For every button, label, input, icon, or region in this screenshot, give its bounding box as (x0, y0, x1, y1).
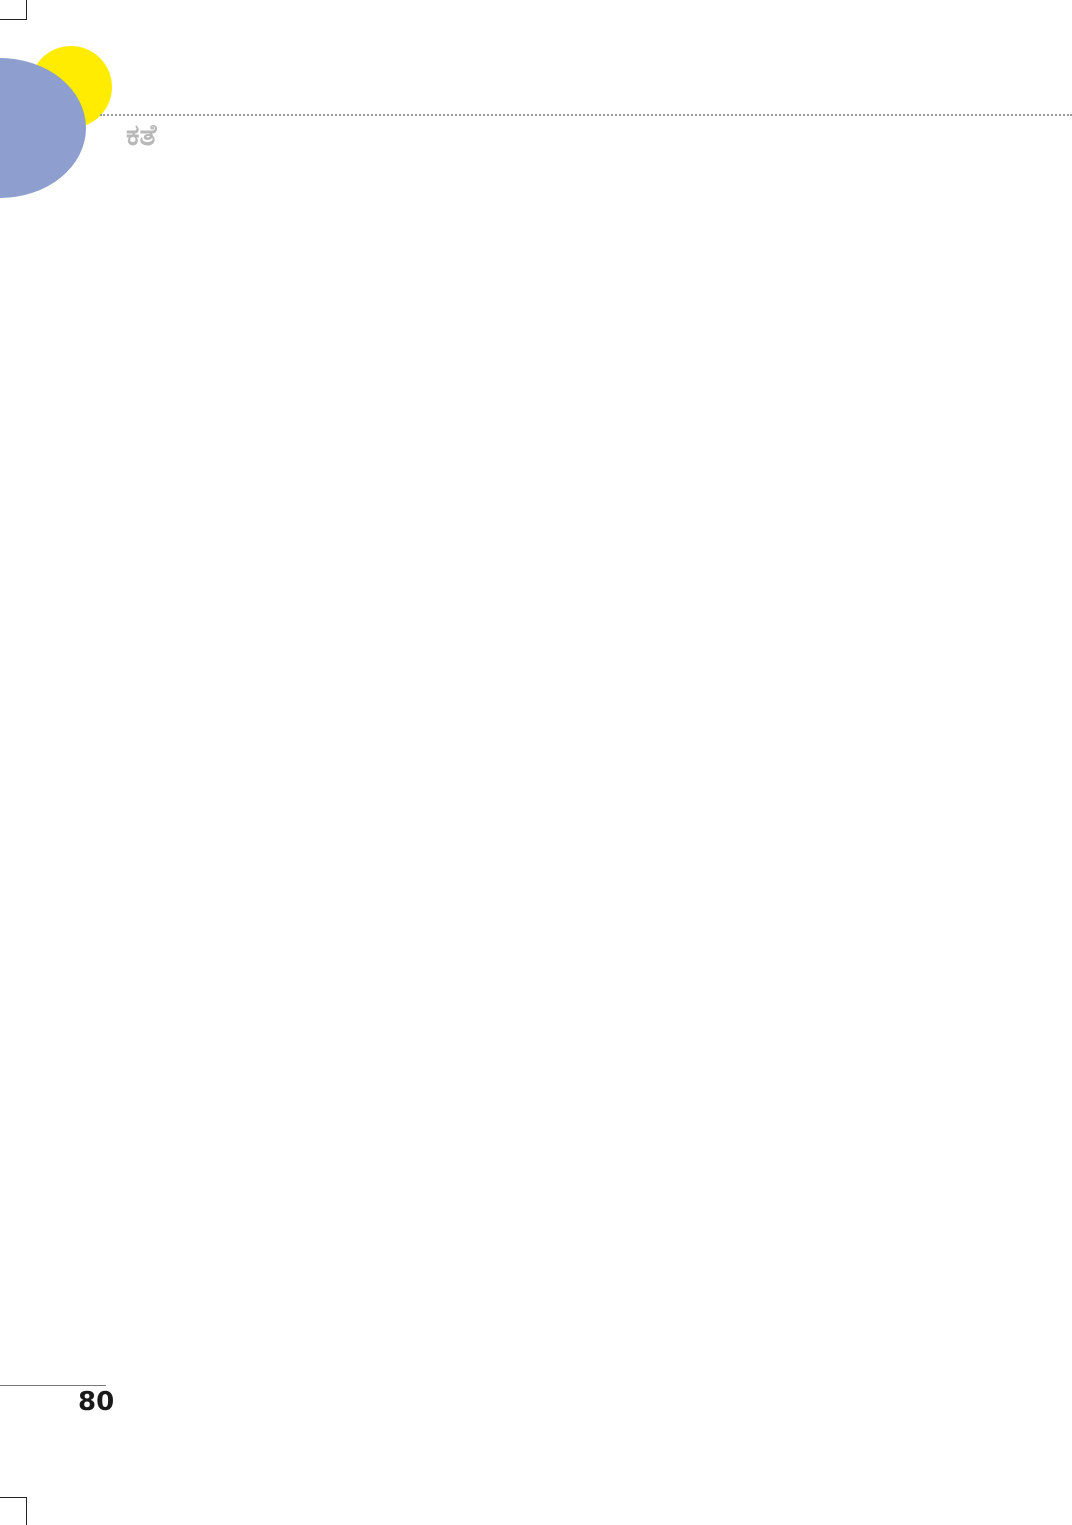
text-line (158, 538, 900, 572)
text-line (158, 1051, 900, 1085)
text-line (158, 982, 900, 1016)
text-line (158, 777, 900, 811)
text-line (158, 572, 900, 606)
text-line (158, 1222, 900, 1256)
text-line (158, 880, 900, 914)
text-line (158, 846, 900, 880)
text-line (158, 1119, 900, 1153)
text-line (158, 709, 900, 743)
footer-rule (0, 1385, 106, 1386)
crop-mark-bottom-horizontal (0, 1497, 26, 1498)
text-line (158, 1153, 900, 1187)
text-line (158, 1017, 900, 1051)
text-line (158, 640, 900, 674)
text-line (158, 401, 900, 435)
header-dotted-rule (100, 114, 1072, 116)
text-line (158, 504, 900, 538)
section-title: ಕತೆ (126, 118, 157, 153)
text-line (158, 367, 900, 401)
text-line (158, 470, 900, 504)
text-line (158, 1324, 900, 1358)
text-line (158, 1085, 900, 1119)
text-line (158, 264, 900, 298)
story-body (158, 196, 900, 1461)
crop-mark-bottom-vertical (26, 1497, 27, 1525)
text-line (158, 743, 900, 777)
text-line (158, 948, 900, 982)
text-line (158, 675, 900, 709)
text-line (158, 914, 900, 948)
text-line (158, 1393, 900, 1427)
text-line (158, 196, 900, 230)
text-line (158, 435, 900, 469)
text-line (158, 1256, 900, 1290)
text-line (158, 230, 900, 264)
crop-mark-top-vertical (26, 0, 27, 20)
page-number: 80 (78, 1387, 115, 1417)
crop-mark-top-horizontal (0, 19, 26, 20)
text-line (158, 333, 900, 367)
text-line (158, 1358, 900, 1392)
text-line (158, 1187, 900, 1221)
text-line (158, 606, 900, 640)
text-line (158, 1290, 900, 1324)
text-line (158, 1427, 900, 1461)
text-line (158, 811, 900, 845)
text-line (158, 299, 900, 333)
